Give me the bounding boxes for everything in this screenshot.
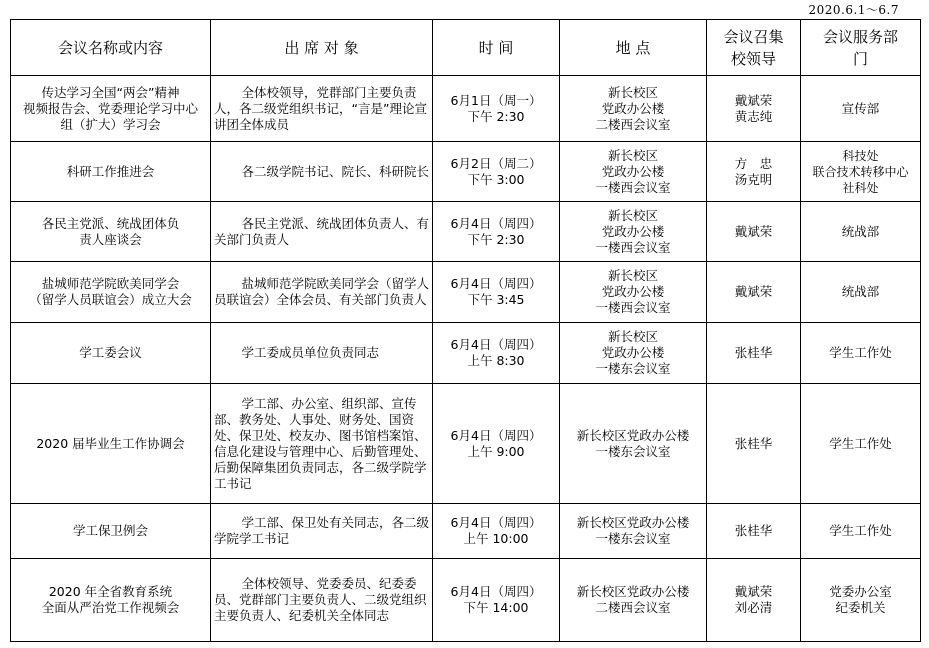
time-line: 6月4日（周四） [450,427,542,443]
convener-cell [707,384,801,504]
time-line: 6月4日（周四） [450,584,542,599]
meeting-name-cell [11,262,211,323]
table-row [11,202,921,262]
convener-line: 张桂华 [734,435,773,451]
service-cell [801,559,921,642]
service-cell [801,142,921,202]
location-line: 新长校区 [607,147,658,163]
meeting-name-line: 传达学习全国“两会”精神 [41,84,180,100]
meeting-name-cell [11,504,211,559]
location-cell [560,384,707,504]
attendees-cell: 各民主党派、统战团体负责人、有关部门负责人 [211,202,433,262]
service-line: 纪委机关 [835,600,886,615]
attendees-cell: 全体校领导、党委委员、纪委委员、党群部门主要负责人、二级党组织主要负责人、纪委机关全体同志 [211,559,433,642]
meeting-name-line: 责人座谈会 [79,231,142,247]
service-cell [801,76,921,142]
location-cell [560,504,707,559]
header-convener: 会议召集校领导 [707,20,801,76]
attendees-cell: 全体校领导，党群部门主要负责人，各二级党组织书记，“言是”理论宣讲团全体成员 [211,76,433,142]
service-line: 统战部 [841,284,880,299]
meeting-name-line: 盐城师范学院欧美同学会 [41,276,180,291]
time-line: 上午 10:00 [463,531,529,546]
header-row [11,20,921,76]
table-row [11,504,921,559]
attendees-cell: 各二级学院书记、院长、科研院长 [211,142,433,202]
meeting-name-line: 2020 年全省教育系统 [48,584,173,599]
location-line: 新长校区党政办公楼 [576,584,690,599]
location-line: 一楼西会议室 [595,300,671,315]
location-line: 二楼西会议室 [595,116,671,132]
time-line: 下午 3:00 [467,171,525,187]
location-line: 一楼东会议室 [595,443,671,459]
location-line: 党政办公楼 [601,284,665,299]
table-row [11,559,921,642]
header-name: 会议名称或内容 [11,20,211,76]
table-row [11,384,921,504]
meeting-name-cell [11,202,211,262]
header-location: 地 点 [560,20,707,76]
meeting-name-cell [11,323,211,384]
time-line: 下午 2:30 [467,108,525,124]
service-cell [801,202,921,262]
service-line: 学生工作处 [829,435,892,451]
location-line: 新长校区 [607,268,658,283]
time-cell [433,202,560,262]
location-line: 新长校区 [607,329,658,344]
convener-line: 方 忠 [734,155,773,171]
service-line: 社科处 [842,180,879,195]
service-line: 学生工作处 [829,523,892,538]
service-cell [801,323,921,384]
location-line: 新长校区党政办公楼 [576,427,690,443]
convener-line: 汤克明 [734,171,773,187]
table-row [11,76,921,142]
location-line: 新长校区 [607,84,658,100]
convener-line: 张桂华 [734,523,773,538]
attendees-cell: 盐城师范学院欧美同学会（留学人员联谊会）全体会员、有关部门负责人 [211,262,433,323]
location-line: 新长校区 [607,207,658,223]
meeting-name-cell [11,142,211,202]
location-cell [560,202,707,262]
service-line: 联合技术转移中心 [812,164,909,179]
meeting-name-line: 视频报告会、党委理论学习中心 [22,100,198,116]
time-line: 6月2日（周二） [450,155,542,171]
location-line: 一楼东会议室 [595,361,671,376]
time-cell [433,142,560,202]
convener-line: 黄志纯 [734,108,773,124]
attendees-cell: 学工部、保卫处有关同志，各二级学院学工书记 [211,504,433,559]
location-cell [560,76,707,142]
time-line: 上午 9:00 [467,443,525,459]
location-line: 党政办公楼 [601,345,665,360]
table-row [11,262,921,323]
convener-cell [707,262,801,323]
meeting-name-line: 全面从严治党工作视频会 [41,600,180,615]
meeting-name-cell [11,76,211,142]
location-line: 党政办公楼 [601,100,665,116]
location-line: 一楼西会议室 [595,179,671,195]
convener-line: 戴斌荣 [734,284,773,299]
convener-cell [707,323,801,384]
time-line: 下午 2:30 [467,231,525,247]
time-line: 6月4日（周四） [450,515,542,530]
location-line: 党政办公楼 [601,223,665,239]
location-line: 一楼东会议室 [595,531,671,546]
time-cell [433,76,560,142]
time-line: 6月1日（周一） [450,92,542,108]
time-line: 6月4日（周四） [450,337,542,352]
attendees-cell: 学工委成员单位负责同志 [211,323,433,384]
service-cell [801,262,921,323]
convener-cell [707,76,801,142]
service-line: 党委办公室 [829,584,892,599]
convener-cell [707,504,801,559]
time-cell [433,504,560,559]
meeting-name-line: 组（扩大）学习会 [60,116,161,132]
location-cell [560,559,707,642]
service-cell [801,504,921,559]
table-row [11,142,921,202]
time-line: 6月4日（周四） [450,215,542,231]
location-line: 二楼西会议室 [595,600,671,615]
convener-cell [707,559,801,642]
location-line: 党政办公楼 [601,163,665,179]
location-cell [560,262,707,323]
time-cell [433,384,560,504]
table-row [11,323,921,384]
convener-line: 戴斌荣 [734,92,773,108]
meeting-name-line: 科研工作推进会 [66,163,155,179]
location-line: 一楼西会议室 [595,239,671,255]
meeting-name-line: 学工委会议 [79,345,142,360]
time-cell [433,323,560,384]
service-line: 学生工作处 [829,345,892,360]
convener-line: 戴斌荣 [734,223,773,239]
time-cell [433,559,560,642]
convener-cell [707,142,801,202]
header-attendees: 出 席 对 象 [211,20,433,76]
attendees-cell: 学工部、办公室、组织部、宣传部、教务处、人事处、财务处、国资处、保卫处、校友办、图书馆档案馆、信息化建设与管理中心、后勤管理处、后勤保障集团负责同志，各二级学院学工书记 [211,384,433,504]
meeting-name-line: 各民主党派、统战团体负 [41,215,180,231]
time-cell [433,262,560,323]
meeting-name-cell [11,559,211,642]
service-line: 宣传部 [841,100,880,116]
header-time: 时 间 [433,20,560,76]
location-cell [560,142,707,202]
time-line: 下午 14:00 [463,600,529,615]
time-line: 上午 8:30 [467,353,525,368]
convener-line: 刘必清 [734,600,773,615]
time-line: 6月4日（周四） [450,276,542,291]
service-line: 统战部 [841,223,880,239]
convener-line: 戴斌荣 [734,584,773,599]
location-cell [560,323,707,384]
convener-cell [707,202,801,262]
date-range: 2020.6.1～6.7 [808,3,899,17]
header-service: 会议服务部门 [801,20,921,76]
meeting-name-line: 学工保卫例会 [72,523,148,538]
convener-line: 张桂华 [734,345,773,360]
service-cell [801,384,921,504]
location-line: 新长校区党政办公楼 [576,515,690,530]
service-line: 科技处 [842,148,879,163]
meeting-name-line: 2020 届毕业生工作协调会 [36,435,185,451]
meeting-name-line: （留学人员联谊会）成立大会 [29,292,192,307]
meeting-name-cell [11,384,211,504]
time-line: 下午 3:45 [467,292,525,307]
meeting-schedule-table [10,19,921,642]
